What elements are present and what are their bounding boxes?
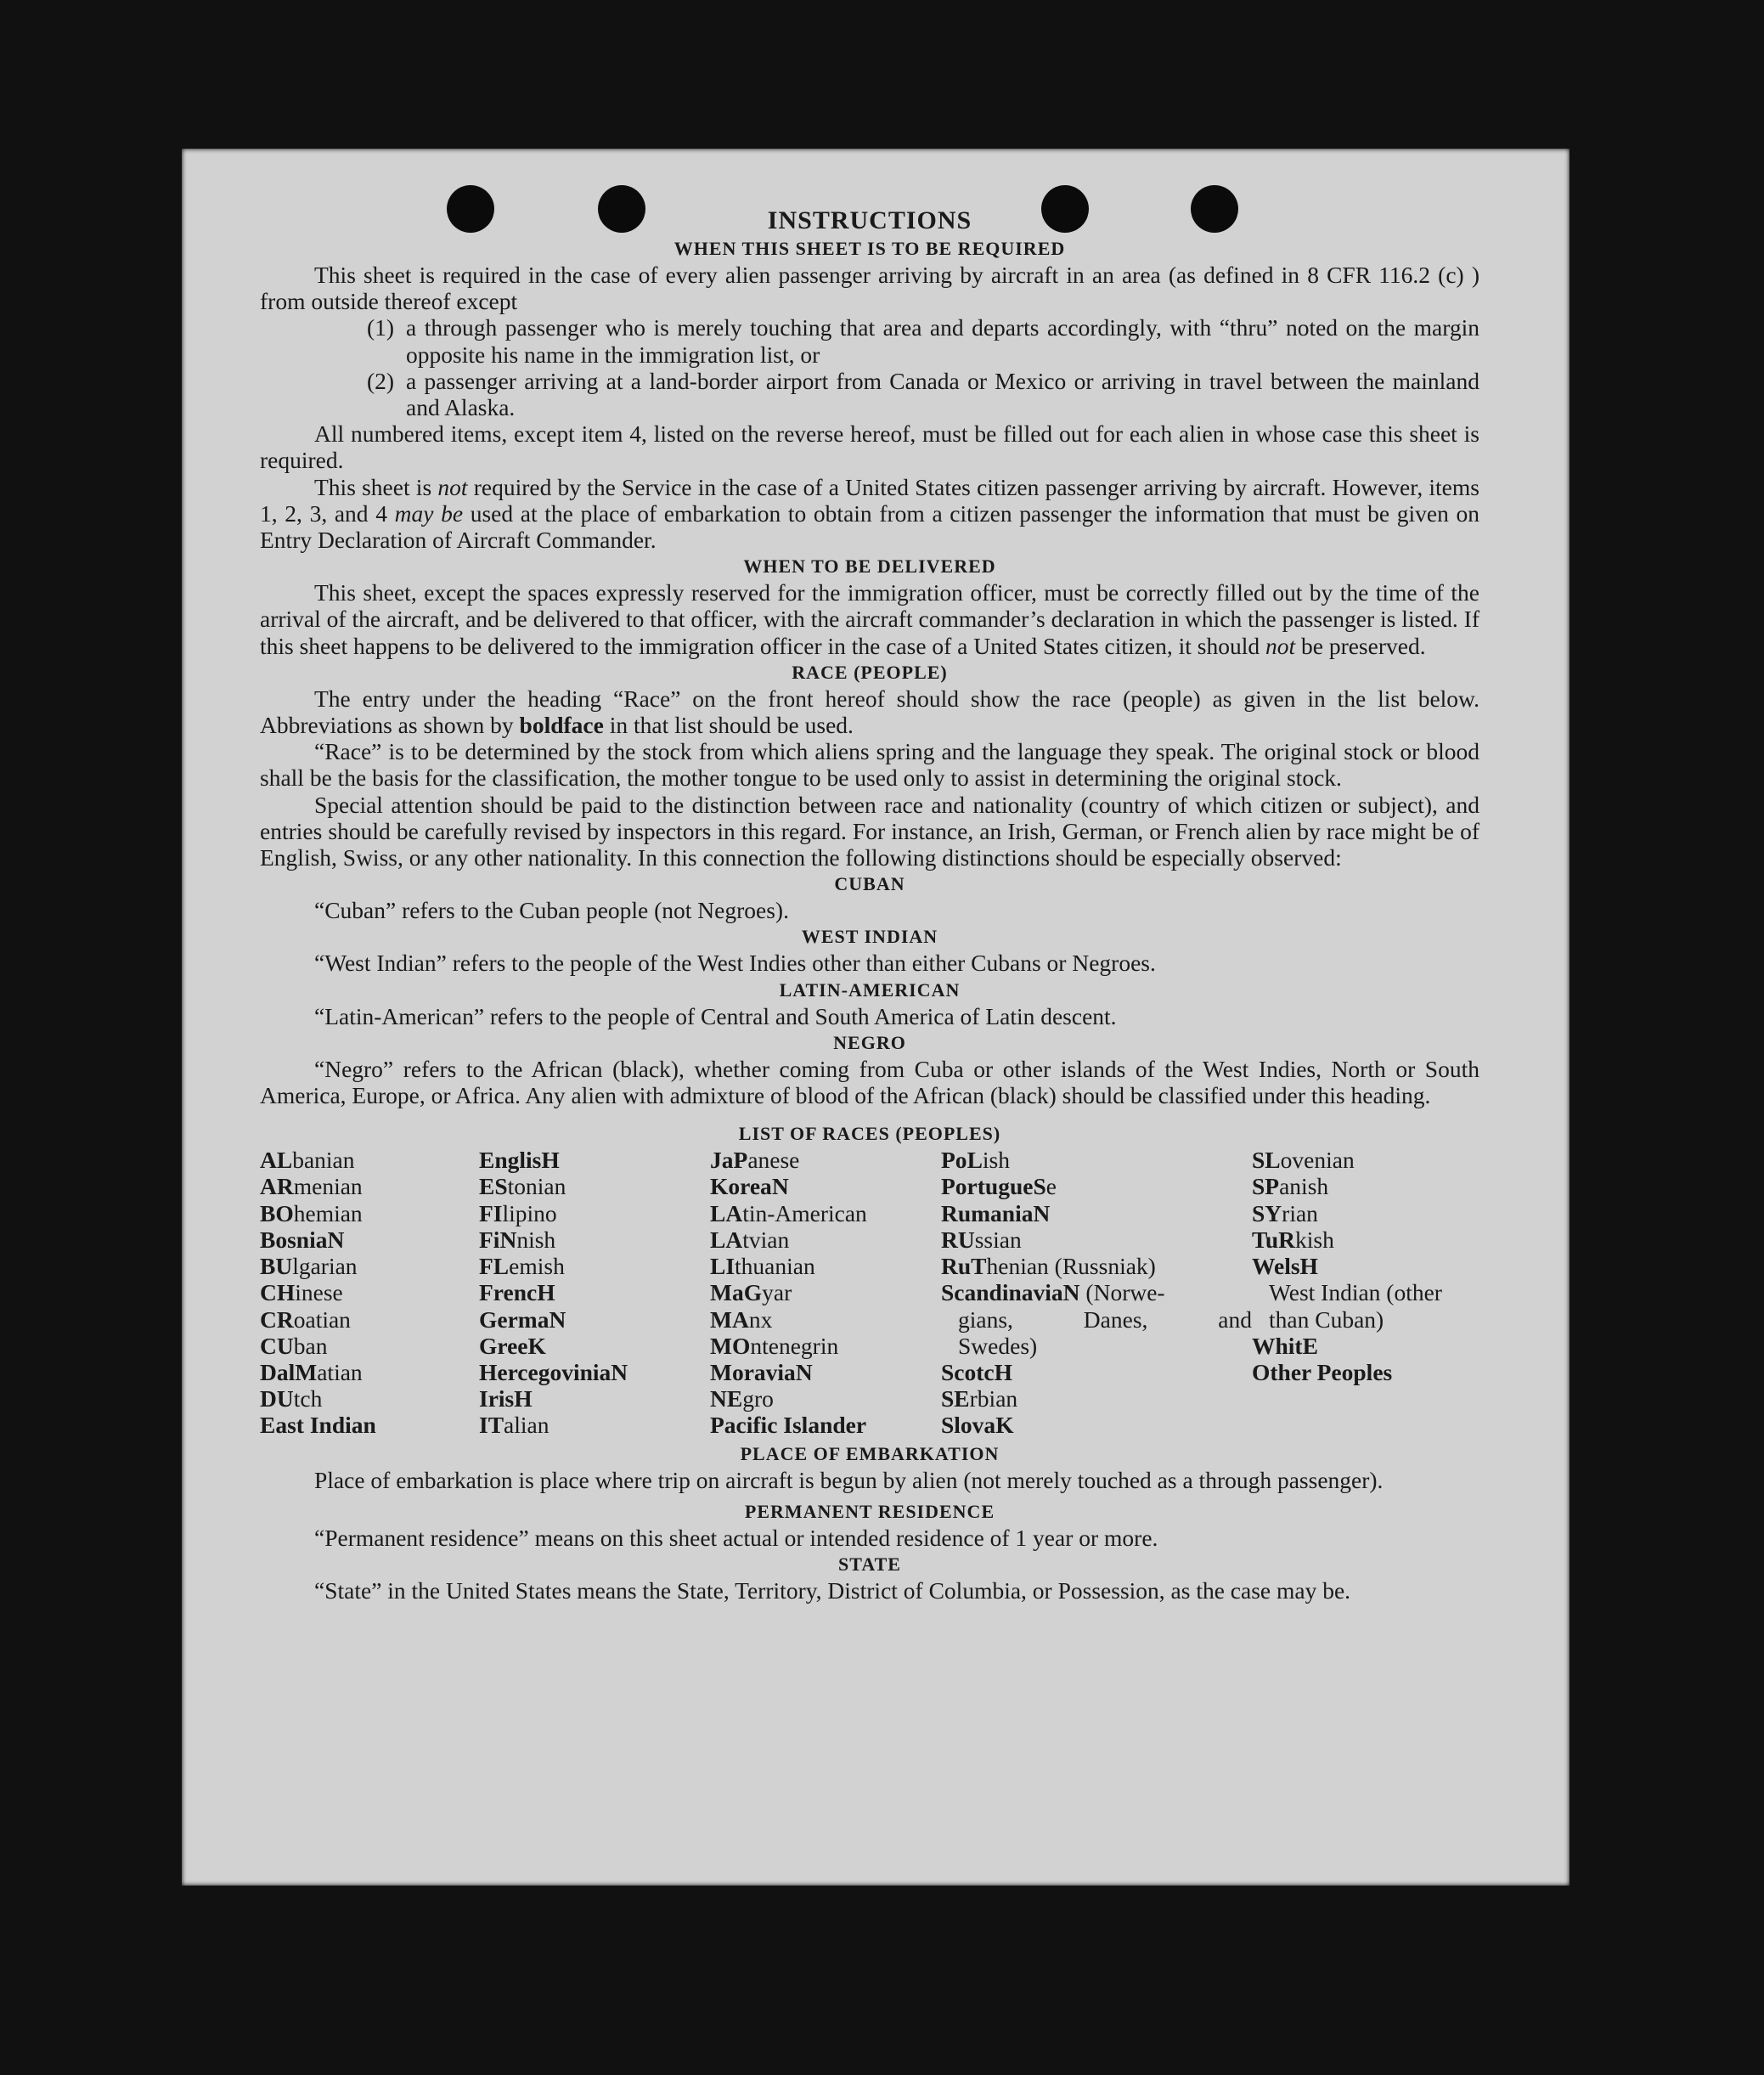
race-entry: GreeK xyxy=(479,1332,546,1359)
races-list xyxy=(260,1147,1479,1438)
when-required-intro: This sheet is required in the case of every alien passenger arriving by aircraft in an area (as defined in 8 CFR 116.2 (c) ) from outside thereof except xyxy=(260,262,1479,315)
heading-list-of-races: LIST OF RACES (PEOPLES) xyxy=(738,1123,1001,1145)
text-run: This sheet, except the spaces expressly reserved for the immigration officer, must be correctly filled out by the time of the arrival of the aircraft, and be delivered to that officer, with the aircraft commander’s declaration in which the passenger is listed. If this sheet happens to be delivered to the immigration officer in the case of a United States citizen, it should xyxy=(260,579,1479,659)
when-delivered-text xyxy=(260,579,1479,659)
race-entry: BosniaN xyxy=(260,1226,345,1253)
race-entry: WelsH xyxy=(1252,1253,1318,1280)
item-number: (2) xyxy=(367,367,395,394)
embarkation-text: Place of embarkation is place where trip on aircraft is begun by alien (not merely touched as a through passenger). xyxy=(314,1466,1384,1493)
race-entry: than Cuban) xyxy=(1269,1305,1384,1333)
races-column xyxy=(941,1147,1252,1438)
heading-state: STATE xyxy=(838,1553,901,1575)
race-entry: RuThenian (Russniak) xyxy=(941,1253,1156,1280)
race-entry: GermaN xyxy=(479,1305,566,1333)
item-text: a through passenger who is merely touching that area and departs accordingly, with “thru” noted on the margin opposite his name in the immigration list, or xyxy=(406,314,1479,368)
race-paragraph-1 xyxy=(260,685,1479,738)
race-entry: EStonian xyxy=(479,1173,566,1200)
race-paragraph-3: Special attention should be paid to the distinction between race and nationality (country of which citizen or subject), and entries should be carefully revised by inspectors in this regard. For instance, an Irish, German, or French alien by race might be of English, Swiss, or any other nationality. In this connection the following distinctions should be especially observed: xyxy=(260,791,1479,871)
race-entry: CUban xyxy=(260,1332,328,1359)
text-run: in that list should be used. xyxy=(603,712,854,739)
race-entry: FLemish xyxy=(479,1253,565,1280)
race-entry: RumaniaN xyxy=(941,1199,1051,1226)
residence-text: “Permanent residence” means on this sheet actual or intended residence of 1 year or more. xyxy=(314,1524,1158,1551)
citizen-paragraph xyxy=(260,474,1479,554)
race-entry: HercegoviniaN xyxy=(479,1358,628,1385)
race-entry: IrisH xyxy=(479,1385,533,1412)
item-text: a passenger arriving at a land-border airport from Canada or Mexico or arriving in travel between the mainland and Alaska. xyxy=(406,367,1479,421)
race-entry: FrencH xyxy=(479,1279,555,1306)
race-entry: SlovaK xyxy=(941,1412,1014,1439)
race-entry: SPanish xyxy=(1252,1173,1329,1200)
race-entry: EnglisH xyxy=(479,1147,560,1174)
race-entry: West Indian (other xyxy=(1269,1279,1442,1306)
page-title: INSTRUCTIONS xyxy=(767,206,972,234)
text-run: The entry under the heading “Race” on the front hereof should show the race (people) as given in the list below. Abbreviations as shown by xyxy=(260,685,1479,739)
race-entry: CHinese xyxy=(260,1279,343,1306)
race-entry: LAtin-American xyxy=(710,1199,867,1226)
race-entry: DalMatian xyxy=(260,1358,363,1385)
race-entry: SYrian xyxy=(1252,1199,1318,1226)
cuban-text: “Cuban” refers to the Cuban people (not Negroes). xyxy=(314,897,789,924)
race-entry: SErbian xyxy=(941,1385,1018,1412)
exception-item-2 xyxy=(260,368,1479,420)
races-column xyxy=(260,1147,479,1438)
item-number: (1) xyxy=(367,314,395,341)
heading-embarkation: PLACE OF EMBARKATION xyxy=(740,1442,1000,1464)
race-entry: JaPanese xyxy=(710,1147,800,1174)
heading-when-delivered: WHEN TO BE DELIVERED xyxy=(743,555,996,578)
italic-run: not xyxy=(1265,632,1296,659)
exception-item-1 xyxy=(260,314,1479,367)
race-entry: Other Peoples xyxy=(1252,1358,1393,1385)
negro-text: “Negro” refers to the African (black), whether coming from Cuba or other islands of the West Indies, North or South America, Europe, or Africa. Any alien with admixture of blood of the African (black) should be classified under this heading. xyxy=(260,1055,1479,1109)
race-entry: FIlipino xyxy=(479,1199,557,1226)
race-entry: gians, Danes, and xyxy=(958,1305,1252,1333)
race-entry: TuRkish xyxy=(1252,1226,1334,1253)
race-entry: East Indian xyxy=(260,1412,376,1439)
race-paragraph-2: “Race” is to be determined by the stock from which aliens spring and the language they speak. The original stock or blood shall be the basis for the classification, the mother tongue to be used only to assist in determining the original stock. xyxy=(260,738,1479,792)
race-entry: WhitE xyxy=(1252,1332,1318,1359)
races-column xyxy=(710,1147,941,1438)
text-run: required by the Service in the case of a United States citizen passenger arriving by aircraft. However, items 1, 2, 3, and 4 xyxy=(260,473,1479,527)
race-entry: MoraviaN xyxy=(710,1358,813,1385)
race-entry: NEgro xyxy=(710,1385,774,1412)
race-entry: LIthuanian xyxy=(710,1253,815,1280)
race-entry: CRoatian xyxy=(260,1305,351,1333)
races-column xyxy=(1252,1147,1479,1438)
race-entry: PortugueSe xyxy=(941,1173,1057,1200)
race-entry: LAtvian xyxy=(710,1226,790,1253)
race-entry: PoLish xyxy=(941,1147,1010,1174)
heading-race: RACE (PEOPLE) xyxy=(792,661,948,683)
race-entry: ScotcH xyxy=(941,1358,1013,1385)
west-indian-text: “West Indian” refers to the people of the West Indies other than either Cubans or Negroes. xyxy=(314,950,1156,977)
race-entry: Swedes) xyxy=(958,1332,1038,1359)
heading-negro: NEGRO xyxy=(833,1031,906,1053)
heading-residence: PERMANENT RESIDENCE xyxy=(744,1500,995,1522)
race-entry: MOntenegrin xyxy=(710,1332,839,1359)
race-entry: SLovenian xyxy=(1252,1147,1355,1174)
race-entry: ARmenian xyxy=(260,1173,363,1200)
heading-cuban: CUBAN xyxy=(834,873,905,895)
race-entry: MAnx xyxy=(710,1305,773,1333)
numbered-items-paragraph: All numbered items, except item 4, listed on the reverse hereof, must be filled out for each alien in whose case this sheet is required. xyxy=(260,420,1479,474)
race-entry: DUtch xyxy=(260,1385,323,1412)
race-entry: ScandinaviaN (Norwe- xyxy=(941,1279,1165,1306)
race-entry: BOhemian xyxy=(260,1199,363,1226)
race-entry: FiNnish xyxy=(479,1226,556,1253)
races-column xyxy=(479,1147,710,1438)
bold-run: boldface xyxy=(519,712,604,739)
race-entry: KoreaN xyxy=(710,1173,789,1200)
document-sheet xyxy=(182,149,1570,1886)
instructions-content xyxy=(260,206,1479,1604)
italic-run: not xyxy=(437,473,468,500)
race-entry: ITalian xyxy=(479,1412,549,1439)
text-run: used at the place of embarkation to obtain from a citizen passenger the information that must be given on Entry Declaration of Aircraft Commander. xyxy=(260,499,1479,554)
latin-american-text: “Latin-American” refers to the people of Central and South America of Latin descent. xyxy=(314,1002,1117,1029)
race-entry: Pacific Islander xyxy=(710,1412,867,1439)
race-entry: MaGyar xyxy=(710,1279,792,1306)
race-entry: BUlgarian xyxy=(260,1253,358,1280)
state-text: “State” in the United States means the State, Territory, District of Columbia, or Possession, as the case may be. xyxy=(314,1576,1351,1604)
heading-west-indian: WEST INDIAN xyxy=(801,926,938,948)
text-run: This sheet is xyxy=(314,473,438,500)
race-entry: ALbanian xyxy=(260,1147,355,1174)
italic-run: may be xyxy=(394,499,464,527)
heading-latin-american: LATIN-AMERICAN xyxy=(779,978,961,1001)
race-entry: RUssian xyxy=(941,1226,1022,1253)
text-run: be preserved. xyxy=(1295,632,1426,659)
heading-when-required: WHEN THIS SHEET IS TO BE REQUIRED xyxy=(673,238,1066,259)
